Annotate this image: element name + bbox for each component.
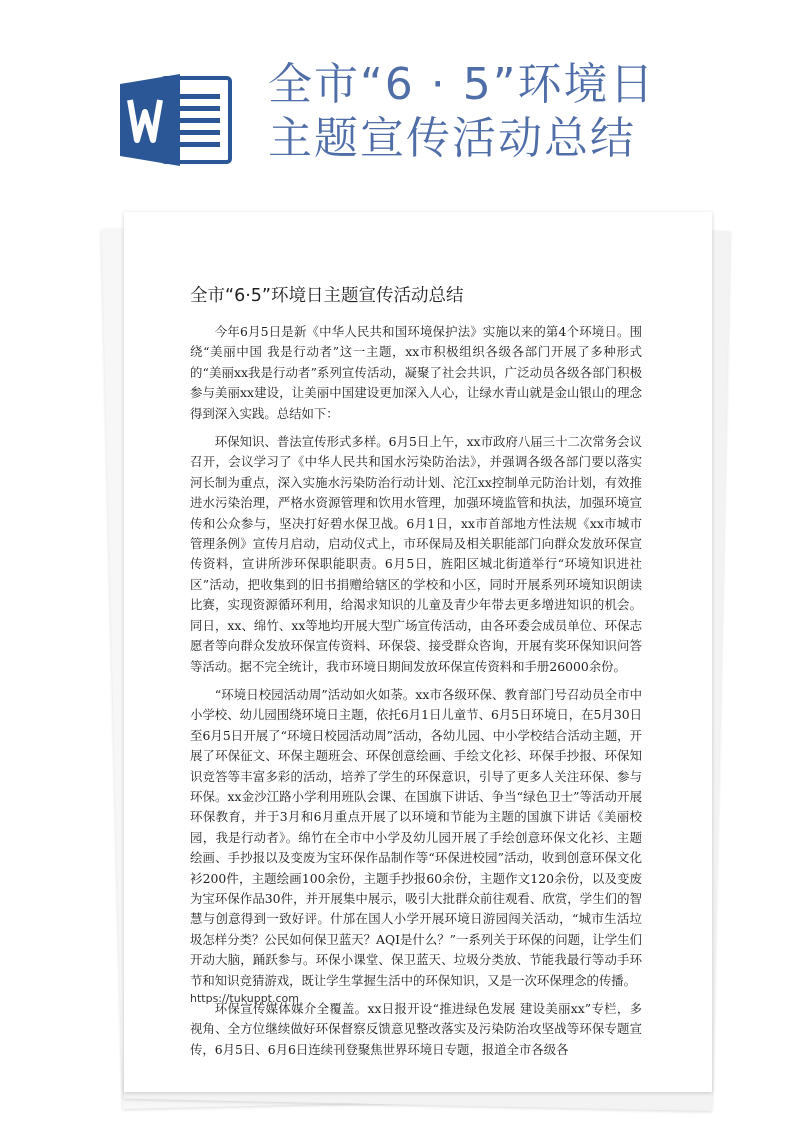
document-body (190, 322, 642, 1068)
paragraph-media: 环保宣传媒体媒介全覆盖。xx日报开设“推进绿色发展 建设美丽xx”专栏，多视角、全方位继续做好环保督察反馈意见整改落实及污染防治攻坚战等环保专题宣传，6月5日、6月6日连续刊登聚焦世界环境日专题，报道全市各级各 (190, 1001, 642, 1057)
footer-url: https://tukuppt.com (190, 992, 299, 1005)
paragraph-campus: “环境日校园活动周”活动如火如荼。xx市各级环保、教育部门号召动员全市中小学校、幼儿园围绕环境日主题，依托6月1日儿童节、6月5日环境日，在5月30日至6月5日开展了“环境日校园活动周”活动，各幼儿园、中小学校结合活动主题，开展了环保征文、环保主题班会、环保创意绘画、手绘文化衫、环保手抄报、环保知识竞答等丰富多彩的活动，培养了学生的环保意识，引导了更多人关注环保、参与环保。xx金沙江路小学利用班队会课、在国旗下讲话、争当“绿色卫士”等活动开展环保教育，并于3月和6月重点开展了以环境和节能为主题的国旗下讲话《美丽校园，我是行动者》。绵竹在全市中小学及幼儿园开展了手绘创意环保文化衫、主题绘画、手抄报以及变废为宝环保作品制作等“环保进校园”活动，收到创意环保文化衫200件，主题绘画100余份，主题手抄报60余份，主题作文120余份，以及变废为宝环保作品30件，并开展集中展示，吸引大批群众前往观看、欣赏，学生们的智慧与创意得到一致好评。什邡在国人小学开展环境日游园闯关活动，“城市生活垃圾怎样分类？公民如何保卫蓝天？AQI是什么？”一系列关于环保的问题，让学生们开动大脑，踊跃参与。环保小课堂、保卫蓝天、垃圾分类放、节能我最行等动手环节和知识竞猜游戏，既让学生掌握生活中的环保知识，又是一次环保理念的传播。 (190, 686, 642, 988)
banner-title-line2: 主题宣传活动总结 (268, 113, 636, 164)
banner-title-line1: 全市“6 · 5”环境日 (268, 59, 656, 110)
paragraph-intro: 今年6月5日是新《中华人民共和国环境保护法》实施以来的第4个环境日。围绕“美丽中国 我是行动者”这一主题，xx市积极组织各级各部门开展了多种形式的“美丽xx我是行动者”系列宣传活动，凝聚了社会共识，广泛动员各级各部门积极参与美丽xx建设，让美丽中国建设更加深入人心，让绿水青山就是金山银山的理念得到深入实践。总结如下： (190, 324, 642, 421)
paragraph-publicity: 环保知识、普法宣传形式多样。6月5日上午，xx市政府八届三十二次常务会议召开，会议学习了《中华人民共和国水污染防治法》，并强调各级各部门要以落实河长制为重点，深入实施水污染防治行动计划、沱江xx控制单元防治计划，有效推进水污染治理，严格水资源管理和饮用水管理，加强环境监管和执法，加强环境宣传和公众参与，坚决打好碧水保卫战。6月1日，xx市首部地方性法规《xx市城市管理条例》宣传月启动，启动仪式上，市环保局及相关职能部门向群众发放环保宣传资料，宣讲所涉环保职能职责。6月5日，旌阳区城北街道举行“环境知识进社区”活动，把收集到的旧书捐赠给辖区的学校和小区，同时开展系列环境知识朗读比赛，实现资源循环利用，给渴求知识的儿童及青少年带去更多增进知识的机会。同日，xx、绵竹、xx等地均开展大型广场宣传活动，由各环委会成员单位、环保志愿者等向群众发放环保宣传资料、环保袋、接受群众咨询，开展有奖环保知识问答等活动。据不完全统计，我市环境日期间发放环保宣传资料和手册26000余份。 (190, 434, 642, 674)
document-title: 全市“6·5”环境日主题宣传活动总结 (190, 286, 464, 306)
